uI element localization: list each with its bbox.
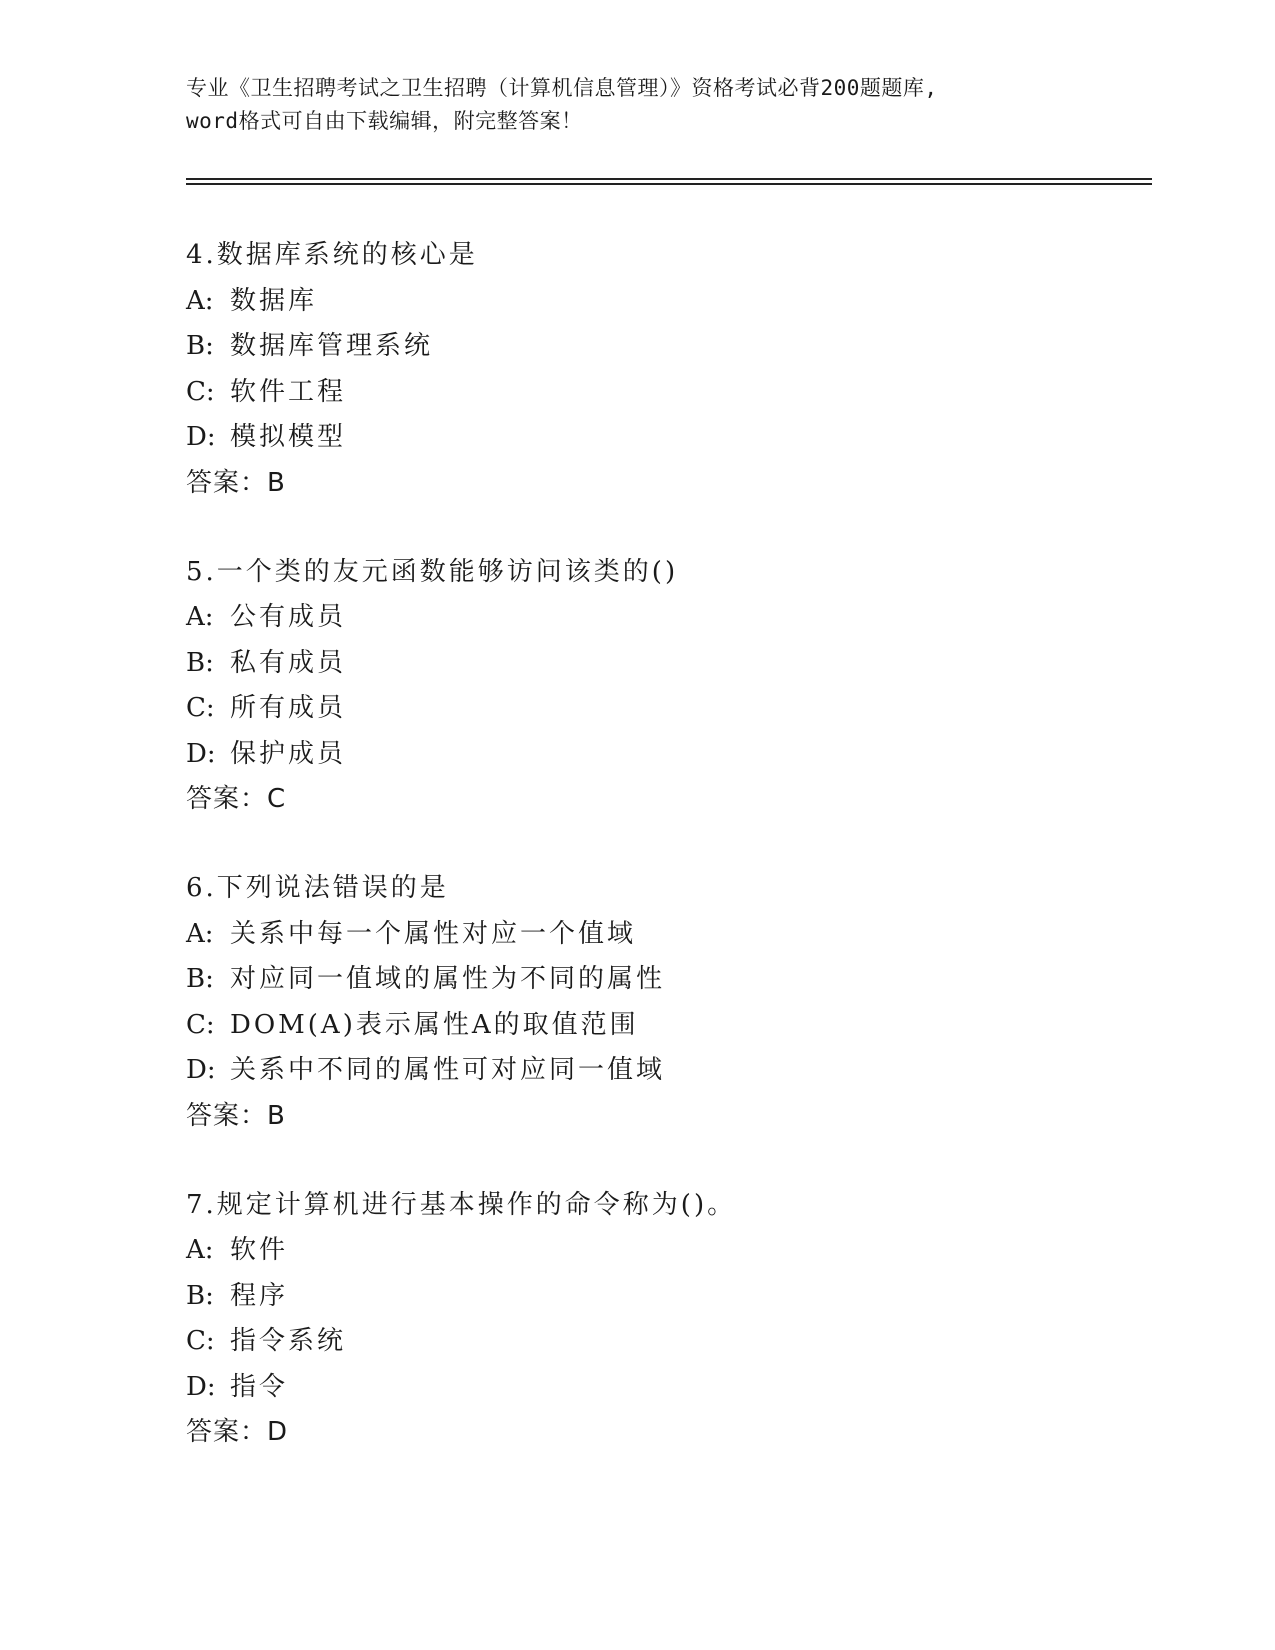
option-c [186,686,1146,732]
option-d [186,1048,1146,1094]
option-b [186,1274,1146,1320]
option-text: 数据库 [230,285,318,316]
option-key: C: [186,376,215,407]
option-text: 私有成员 [230,647,347,678]
option-text: 指令 [230,1371,289,1402]
option-c [186,1003,1146,1049]
option-key: C: [186,693,215,723]
question-list [186,233,1146,1499]
question-stem: 7.规定计算机进行基本操作的命令称为()。 [186,1189,737,1220]
option-a [186,595,1146,641]
option-text: DOM(A)表示属性A的取值范围 [230,1009,639,1040]
option-c [186,370,1146,416]
option-text: 数据库管理系统 [230,331,434,361]
option-key: C: [186,1009,215,1040]
option-b [186,641,1146,687]
option-a [186,912,1146,958]
header-subtitle-line: word格式可自由下载编辑，附完整答案！ [186,109,583,133]
question-item [186,550,1146,823]
option-key: D: [186,1055,216,1085]
question-answer: 答案：C [186,784,287,814]
option-b [186,957,1146,1003]
question-item [186,866,1146,1139]
option-key: A: [186,1235,214,1265]
option-c [186,1319,1146,1365]
option-d [186,415,1146,461]
option-text: 关系中不同的属性可对应同一值域 [230,1055,666,1085]
option-text: 程序 [230,1280,289,1311]
option-key: B: [186,331,214,361]
option-a [186,1228,1146,1274]
option-text: 对应同一值域的属性为不同的属性 [230,964,666,994]
option-d [186,732,1146,778]
header-divider-top [186,178,1152,180]
question-stem: 4.数据库系统的核心是 [186,240,478,270]
option-key: B: [186,647,214,678]
option-text: 公有成员 [230,602,347,632]
question-answer: 答案：B [186,1100,286,1131]
document-header [186,72,1086,138]
option-key: D: [186,738,216,769]
question-stem: 6.下列说法错误的是 [186,873,449,903]
option-text: 指令系统 [230,1326,347,1356]
option-d [186,1365,1146,1411]
option-a [186,279,1146,325]
option-key: A: [186,285,214,316]
option-key: A: [186,602,214,632]
option-key: A: [186,918,214,949]
option-key: B: [186,964,214,994]
question-answer: 答案：B [186,467,286,498]
option-key: D: [186,1371,216,1402]
header-divider-bottom [186,183,1152,185]
question-item [186,233,1146,506]
option-text: 模拟模型 [230,422,347,452]
option-key: C: [186,1326,215,1356]
option-text: 关系中每一个属性对应一个值域 [230,918,637,949]
header-title-line: 专业《卫生招聘考试之卫生招聘（计算机信息管理）》资格考试必背200题题库, [186,76,938,100]
question-answer: 答案：D [186,1417,289,1447]
option-text: 软件工程 [230,376,347,407]
option-text: 保护成员 [230,738,347,769]
option-text: 软件 [230,1235,289,1265]
option-key: D: [186,422,216,452]
option-key: B: [186,1280,214,1311]
question-item [186,1183,1146,1456]
option-b [186,324,1146,370]
question-stem: 5.一个类的友元函数能够访问该类的() [186,556,679,587]
option-text: 所有成员 [230,693,347,723]
